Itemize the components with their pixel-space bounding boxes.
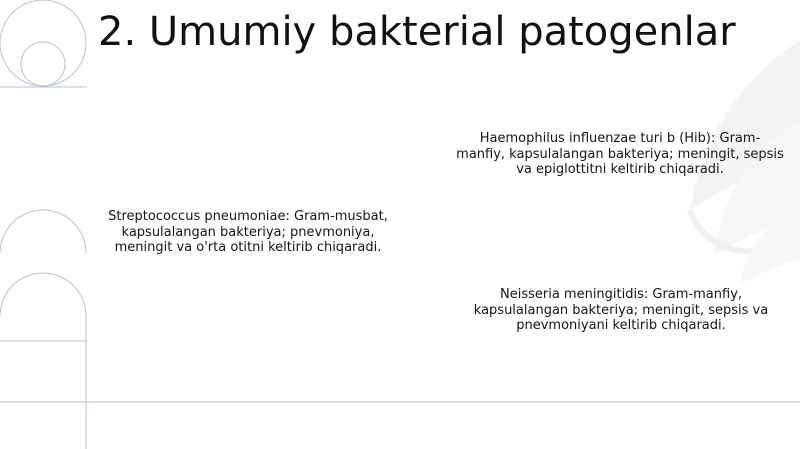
deco-circle-small	[21, 42, 65, 86]
pathogen-haemophilus-text: Haemophilus influenzae turi b (Hib): Gram-manfiy, kapsulalangan bakteriya; meningit, sepsis va epiglottitni keltirib chiqaradi.	[456, 131, 784, 177]
pathogen-streptococcus-text: Streptococcus pneumoniae: Gram-musbat, kapsulalangan bakteriya; pnevmoniya, meningit va o'rta otitni keltirib chiqaradi.	[108, 209, 388, 255]
pathogen-neisseria-text: Neisseria meningitidis: Gram-manfiy, kapsulalangan bakteriya; meningit, sepsis va pnevmoniyani keltirib chiqaradi.	[473, 287, 769, 333]
deco-arc-lower	[0, 273, 86, 449]
deco-arc-upper	[0, 210, 86, 253]
deco-circle-large	[0, 0, 86, 86]
slide-title: 2. Umumiy bakterial patogenlar	[98, 9, 736, 55]
